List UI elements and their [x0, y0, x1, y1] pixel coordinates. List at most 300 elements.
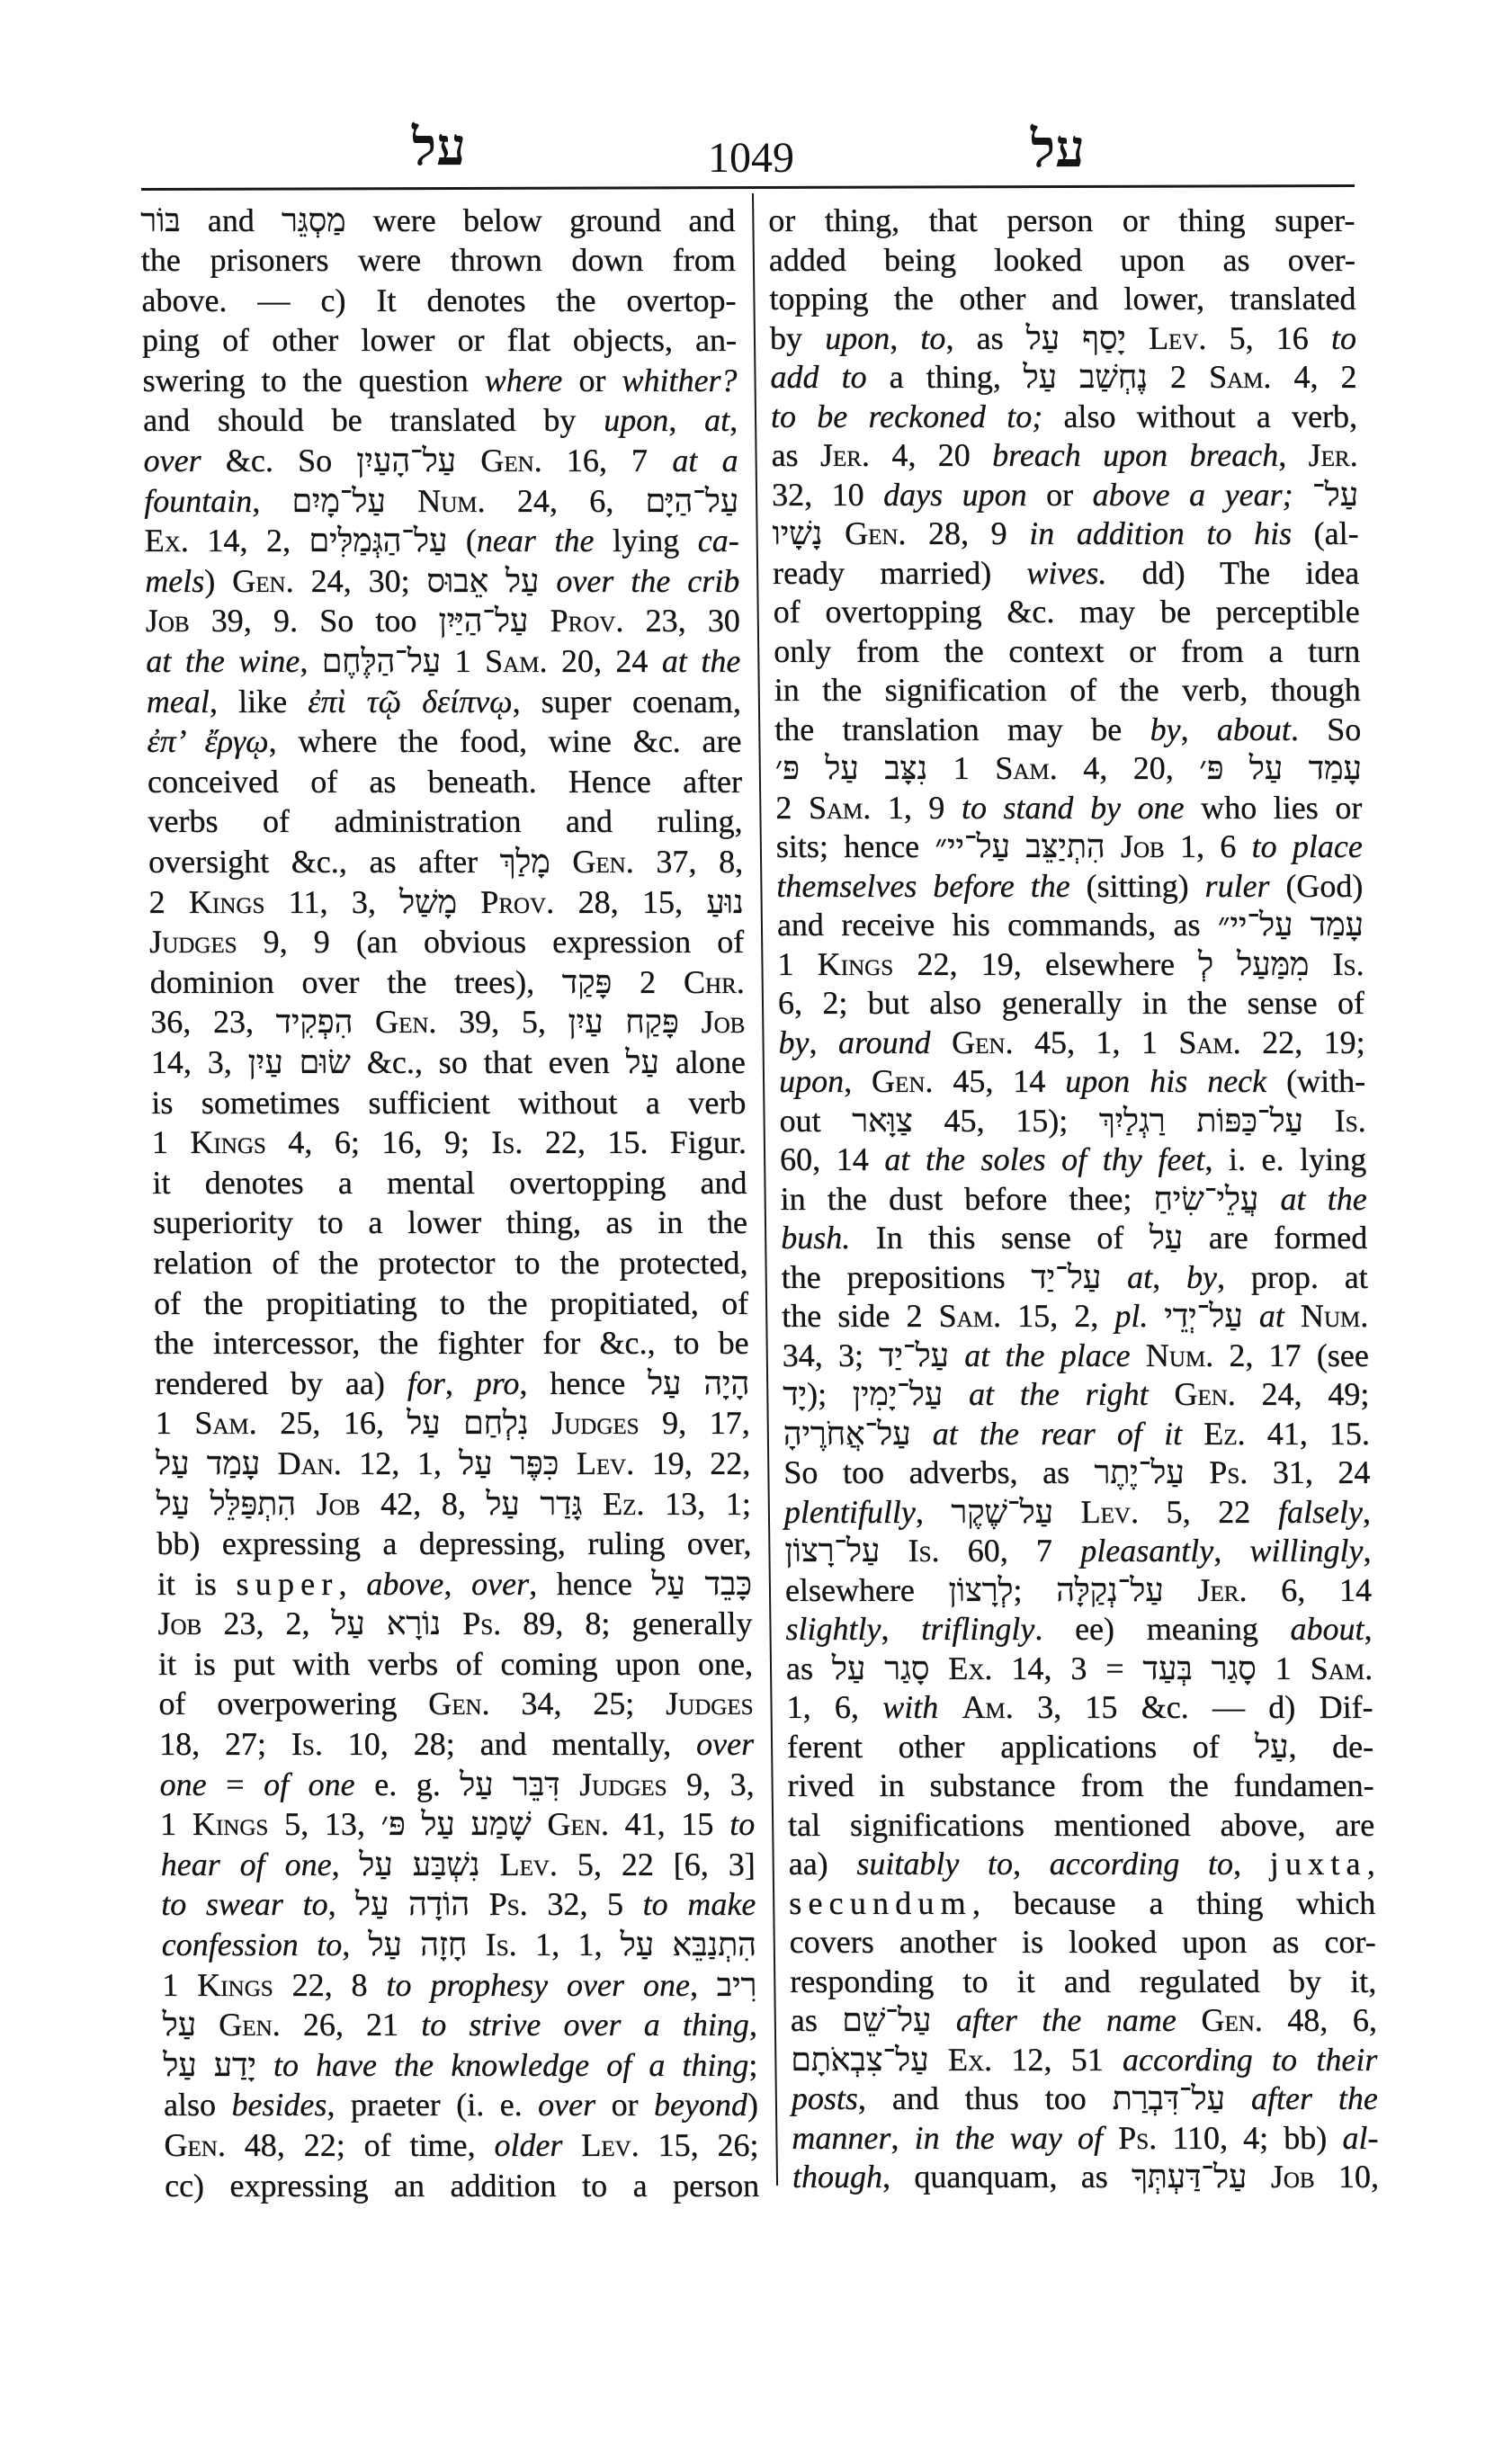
text-run: [441, 1605, 463, 1641]
text-run: ,: [251, 482, 292, 519]
text-run: . So: [1290, 711, 1362, 747]
text-run: added being looked upon as over-: [768, 241, 1356, 278]
hebrew-term: גָּדַר עַל: [486, 1485, 583, 1522]
italic-gloss: though: [792, 2159, 883, 2195]
text-run: ,: [1151, 1258, 1187, 1295]
text-line: [162, 1925, 757, 1965]
greek-phrase: ἐπὶ τῷ δείπνῳ: [308, 683, 513, 720]
italic-gloss: willingly: [1249, 1533, 1364, 1569]
italic-gloss: one: [159, 1766, 207, 1802]
text-run: are formed: [1182, 1220, 1368, 1256]
italic-gloss: pleasantly: [1079, 1533, 1214, 1569]
italic-gloss: where: [484, 362, 563, 398]
text-line: [787, 1728, 1374, 1767]
book-abbreviation: Lev.: [576, 1444, 635, 1481]
text-run: [528, 603, 550, 639]
italic-gloss: to stand by one: [961, 789, 1185, 826]
italic-gloss: upon: [824, 319, 890, 356]
text-run: [1163, 1572, 1197, 1608]
book-abbreviation: Job: [145, 603, 190, 639]
text-run: covers another is looked upon as cor-: [789, 1924, 1376, 1960]
hebrew-term: עַל־: [1311, 476, 1359, 513]
book-abbreviation: Chr.: [683, 963, 745, 1000]
text-line: [771, 398, 1358, 437]
hebrew-term: שׂוּם עַיִן: [247, 1043, 352, 1080]
text-run: In this sense of: [849, 1220, 1150, 1256]
text-line: [776, 827, 1364, 867]
text-run: only from the context or from a turn: [773, 632, 1361, 669]
italic-gloss: older: [494, 2127, 563, 2163]
text-run: [457, 884, 481, 920]
book-abbreviation: Sam.: [1178, 1024, 1241, 1060]
text-run: 110, 4; bb): [1156, 2119, 1343, 2156]
text-run: ,: [667, 402, 705, 439]
text-run: 19, 22,: [633, 1444, 751, 1481]
text-line: [774, 711, 1362, 750]
book-abbreviation: Num.: [1300, 1298, 1369, 1334]
text-run: [880, 1533, 908, 1569]
italic-gloss: add to: [770, 359, 867, 395]
italic-gloss: at: [703, 402, 730, 439]
right-column: [768, 193, 1379, 2197]
italic-gloss: manner: [792, 2119, 891, 2156]
text-run: ,: [327, 1886, 356, 1923]
text-run: [539, 563, 556, 599]
text-line: [792, 2119, 1379, 2159]
running-head-guide-word-right: על: [1031, 120, 1085, 178]
text-run: (: [447, 523, 478, 559]
italic-gloss: at the place: [963, 1337, 1131, 1373]
text-line: [141, 240, 737, 281]
text-run: , quanquam, as: [881, 2159, 1132, 2195]
book-abbreviation: Judges: [550, 1405, 640, 1442]
book-abbreviation: Gen.: [219, 2007, 281, 2043]
text-line: [151, 1042, 747, 1083]
text-run: 2: [775, 789, 810, 826]
text-run: [456, 443, 481, 478]
text-line: [791, 2001, 1378, 2041]
italic-gloss: above: [366, 1565, 444, 1602]
text-run: alone: [658, 1043, 747, 1080]
text-run: [1176, 2002, 1202, 2038]
text-line: [148, 801, 743, 842]
text-run: 5, 22: [1138, 1493, 1279, 1530]
text-run: dominion over the trees),: [149, 963, 563, 1000]
text-run: 1: [777, 945, 819, 982]
italic-gloss: about: [1290, 1611, 1364, 1647]
text-run: or: [562, 362, 622, 398]
book-abbreviation: Gen.: [951, 1024, 1014, 1060]
book-abbreviation: Gen.: [232, 562, 294, 599]
book-abbreviation: Sam.: [995, 750, 1058, 786]
hebrew-term: יָדַע עַל: [163, 2046, 257, 2083]
italic-gloss: falsely: [1277, 1493, 1364, 1530]
italic-gloss: al-: [1342, 2119, 1379, 2156]
greek-phrase: ἐπ’ ἔργῳ: [147, 723, 269, 760]
text-line: [153, 1243, 748, 1283]
book-abbreviation: Kings: [192, 1806, 269, 1843]
italic-gloss: at the: [661, 643, 741, 680]
hebrew-term: נֶחְשַׁב עַל: [1023, 359, 1149, 395]
text-line: [143, 441, 738, 481]
text-line: [772, 514, 1359, 554]
text-run: 10, 28; and mentally,: [322, 1726, 697, 1763]
book-abbreviation: Sam.: [808, 789, 872, 826]
text-run: ping of other lower or flat objects, an-: [141, 322, 738, 359]
book-abbreviation: Is.: [1332, 945, 1364, 982]
text-run: is sometimes sufficient without a verb: [151, 1084, 747, 1121]
text-line: [775, 789, 1363, 828]
book-abbreviation: Ez.: [602, 1485, 645, 1522]
italic-gloss: ca-: [697, 523, 739, 559]
italic-gloss: bush.: [780, 1220, 851, 1256]
text-line: [160, 1845, 756, 1885]
text-line: [161, 1884, 756, 1925]
hebrew-term: עָמַד עַל פּ׳: [1199, 750, 1363, 786]
text-line: [770, 358, 1357, 398]
text-run: in the signification of the verb, though: [774, 672, 1361, 708]
book-abbreviation: Ex.: [947, 2041, 993, 2078]
text-run: [929, 1650, 948, 1686]
book-abbreviation: Lev.: [581, 2127, 640, 2163]
text-run: [1303, 1103, 1335, 1139]
text-run: ,: [881, 1611, 922, 1647]
text-run: 24, 6,: [485, 482, 646, 519]
book-abbreviation: Gen.: [1201, 2002, 1263, 2038]
text-run: 23, 2,: [201, 1605, 332, 1642]
header-rule: [141, 184, 1355, 191]
text-line: [776, 867, 1364, 907]
text-run: a thing,: [866, 359, 1024, 395]
text-run: So too adverbs, as: [783, 1454, 1095, 1490]
text-run: ,: [331, 1846, 360, 1882]
text-run: or: [1026, 476, 1093, 513]
text-run: (God): [1269, 867, 1364, 904]
text-line: [144, 521, 739, 561]
italic-gloss: over the crib: [556, 562, 740, 599]
book-abbreviation: Num.: [1145, 1337, 1214, 1373]
text-run: who lies or: [1184, 789, 1363, 826]
book-abbreviation: Gen.: [374, 1004, 437, 1041]
text-run: [1293, 477, 1312, 513]
book-abbreviation: Sam.: [938, 1298, 1002, 1334]
text-run: [943, 1376, 969, 1412]
text-run: the prepositions: [781, 1258, 1032, 1295]
italic-gloss: in addition to his: [1028, 515, 1293, 551]
text-run: ready married): [772, 554, 1027, 591]
text-run: 16, 7: [541, 443, 673, 479]
text-line: [783, 1415, 1371, 1454]
book-abbreviation: Sam.: [484, 643, 548, 680]
italic-gloss: days upon: [882, 476, 1027, 513]
text-run: [470, 1886, 489, 1922]
text-line: [778, 984, 1365, 1024]
text-run: ): [747, 2087, 759, 2124]
italic-gloss: to: [1330, 319, 1357, 356]
text-run: , de-: [1288, 1728, 1374, 1765]
italic-gloss: posts: [791, 2080, 859, 2116]
text-line: [774, 671, 1361, 711]
book-abbreviation: Prov.: [480, 883, 555, 920]
hebrew-term: נָשָׁיו: [772, 515, 823, 551]
text-run: 5, 22 [6, 3]: [557, 1846, 756, 1882]
text-line: [163, 2005, 758, 2045]
hebrew-term: סָגַר בְּעַד: [1142, 1650, 1257, 1686]
hebrew-term: עַל־אֲחֹרֶיהָ: [783, 1415, 911, 1452]
text-run: 1, 6: [1164, 828, 1252, 864]
text-run: and: [180, 201, 282, 238]
text-run: superiority to a lower thing, as in the: [152, 1204, 748, 1241]
italic-gloss: in the way of: [914, 2119, 1104, 2156]
book-abbreviation: Is.: [1334, 1102, 1366, 1139]
italic-gloss: upon: [778, 1063, 845, 1099]
text-run: 9, 9 (an obvious expression of: [237, 924, 745, 961]
text-run: [1309, 946, 1333, 982]
text-line: [781, 1258, 1368, 1298]
text-line: [157, 1524, 752, 1564]
text-run: , and thus too: [857, 2080, 1113, 2116]
text-line: [789, 1884, 1376, 1924]
text-run: , i. e. lying: [1204, 1141, 1367, 1177]
book-abbreviation: Sam.: [1310, 1650, 1373, 1686]
hebrew-term: הִתְיַצֵּב עַל־יי״: [935, 828, 1105, 864]
text-run: 48, 6,: [1262, 2002, 1378, 2038]
italic-gloss: around: [837, 1024, 931, 1060]
text-run: 4, 2: [1271, 359, 1357, 395]
italic-gloss: suitably to: [856, 1846, 1014, 1882]
book-abbreviation: Gen.: [1174, 1376, 1236, 1412]
text-run: ,: [890, 2119, 915, 2156]
hebrew-term: דִּבֵּר עַל: [460, 1766, 560, 1802]
text-run: 9, 17,: [639, 1405, 750, 1442]
text-run: dd) The idea: [1106, 554, 1360, 591]
text-run: [562, 2127, 581, 2163]
text-run: [550, 844, 572, 880]
text-run: topping the other and lower, translated: [769, 281, 1356, 317]
italic-gloss: at the soles of thy feet: [884, 1141, 1205, 1177]
hebrew-term: הָיָה עַל: [647, 1364, 750, 1401]
book-abbreviation: Job: [701, 1004, 746, 1041]
book-abbreviation: Sam.: [194, 1405, 257, 1442]
hebrew-term: בּוֹר: [140, 201, 181, 238]
text-run: 26, 21: [280, 2007, 422, 2043]
text-run: [467, 1927, 486, 1963]
italic-gloss: at: [1126, 1258, 1153, 1295]
book-abbreviation: Prov.: [550, 603, 624, 639]
text-run: 36, 23,: [150, 1004, 276, 1041]
text-line: [774, 632, 1361, 672]
book-abbreviation: Job: [316, 1485, 361, 1522]
italic-gloss: meal: [146, 683, 210, 720]
hebrew-term: עַל אֵבוּס: [426, 562, 540, 599]
text-run: [931, 2002, 956, 2038]
book-abbreviation: Kings: [197, 1966, 273, 2003]
text-run: 89, 8; generally: [500, 1605, 753, 1642]
text-line: [151, 1083, 747, 1123]
hebrew-term: עַל־צִבְאֹתָם: [791, 2041, 929, 2078]
text-run: 32, 10: [771, 476, 884, 513]
italic-gloss: by: [778, 1024, 810, 1060]
text-line: [159, 1765, 755, 1805]
text-run: [1182, 1416, 1204, 1452]
text-run: 39, 9. So too: [189, 603, 439, 639]
text-line: [140, 201, 736, 241]
book-abbreviation: Gen.: [427, 1685, 490, 1722]
hebrew-term: הִתְנַבֵּא עַל: [620, 1927, 757, 1963]
text-run: &c. So: [201, 443, 357, 479]
text-line: [781, 1219, 1368, 1258]
book-abbreviation: Jer.: [1308, 437, 1358, 473]
hebrew-term: עַל־הַיַּיִן: [438, 603, 529, 639]
text-run: , like: [209, 683, 309, 720]
text-line: [157, 1484, 752, 1525]
text-run: 5, 13,: [268, 1806, 381, 1843]
italic-gloss: to: [729, 1806, 756, 1843]
text-run: the intercessor, the fighter for &c., to be: [154, 1325, 749, 1362]
text-line: [146, 641, 741, 682]
text-line: [773, 554, 1360, 594]
hebrew-term: עַל־יָמִין: [852, 1376, 944, 1412]
text-run: ,: [1277, 437, 1309, 473]
text-line: [162, 1965, 757, 2006]
hebrew-term: לְרָצוֹן: [948, 1571, 1014, 1608]
text-run: or: [595, 2087, 655, 2124]
hebrew-term: עַל־יְדֵי: [1164, 1298, 1243, 1334]
italic-gloss: by: [1150, 711, 1181, 747]
text-run: responding to it and regulated by it,: [790, 1963, 1377, 1999]
text-run: 1, 1,: [516, 1927, 622, 1963]
italic-gloss: to swear to: [160, 1886, 328, 1923]
text-run: and should be translated by: [142, 402, 604, 439]
text-run: cc) expressing an addition to a person: [164, 2167, 760, 2204]
italic-gloss: to prophesy over one: [386, 1966, 691, 2003]
italic-gloss: triflingly: [921, 1611, 1035, 1647]
text-line: [770, 319, 1357, 359]
text-run: 60, 14: [779, 1141, 885, 1177]
text-run: [386, 483, 418, 519]
text-run: [559, 1445, 577, 1481]
italic-gloss: of one: [263, 1766, 355, 1802]
text-run: &c., so that even: [350, 1043, 626, 1080]
text-run: ,: [1212, 1533, 1250, 1569]
hebrew-term: עַל־הַגְּמַלִּים: [309, 523, 448, 559]
italic-gloss: at a: [672, 443, 738, 479]
text-run: , prop. at: [1216, 1258, 1368, 1295]
text-run: [582, 1486, 603, 1522]
text-run: 34, 25;: [489, 1685, 667, 1722]
text-run: ,: [729, 402, 738, 439]
text-line: [782, 1297, 1369, 1337]
text-line: [772, 476, 1359, 515]
hebrew-term: עַל־הַלֶּחֶם: [321, 643, 442, 680]
text-run: ,: [300, 643, 323, 680]
text-run: ,: [889, 319, 921, 356]
text-run: were below ground and: [345, 201, 736, 238]
text-run: 31, 24: [1247, 1454, 1371, 1490]
hebrew-term: עַל־יַד: [879, 1337, 950, 1373]
text-run: or thing, that person or thing super-: [768, 202, 1355, 238]
text-run: , because a thing which: [971, 1884, 1376, 1921]
text-run: as: [771, 437, 821, 473]
text-line: [788, 1845, 1375, 1884]
text-run: 14, 2,: [188, 523, 309, 559]
text-run: [679, 1004, 702, 1040]
text-run: 14, 3,: [150, 1043, 248, 1080]
text-line: [144, 481, 739, 522]
text-line: [160, 1804, 756, 1845]
hebrew-term: עָמַד עַל: [156, 1444, 261, 1481]
text-run: , hence: [519, 1364, 649, 1401]
text-line: [792, 2079, 1379, 2119]
book-abbreviation: Num.: [416, 482, 486, 519]
text-run: ,: [1180, 711, 1218, 747]
text-run: relation of the protector to the protected,: [153, 1244, 748, 1281]
text-run: [1247, 2159, 1271, 2195]
text-run: and receive his commands, as: [776, 907, 1219, 943]
text-run: out: [779, 1102, 853, 1139]
text-run: 10,: [1314, 2159, 1380, 2195]
text-run: 1: [162, 1966, 198, 2003]
text-line: [141, 281, 737, 321]
text-run: ,: [843, 1063, 872, 1099]
book-abbreviation: Jer.: [1197, 1571, 1248, 1608]
text-run: [1242, 1298, 1259, 1334]
text-line: [149, 962, 745, 1003]
text-run: aa): [788, 1846, 857, 1882]
italic-gloss: pro: [475, 1364, 520, 1401]
book-abbreviation: Job: [157, 1605, 202, 1642]
italic-gloss: at the: [1280, 1180, 1367, 1217]
hebrew-term: עַל־שֶׁקֶר: [951, 1493, 1054, 1530]
book-abbreviation: Am.: [962, 1689, 1014, 1725]
text-run: ): [204, 562, 233, 599]
text-run: swering to the question: [142, 362, 485, 398]
text-run: sits; hence: [775, 828, 935, 864]
text-line: [145, 561, 740, 602]
text-run: 37, 8,: [633, 844, 744, 880]
text-run: [1284, 1298, 1302, 1334]
hebrew-term: כִּפֶּר עַל: [459, 1444, 559, 1481]
text-run: ,: [1232, 1846, 1270, 1882]
text-run: oversight &c., as after: [148, 844, 501, 880]
text-line: [784, 1493, 1372, 1533]
text-run: ,: [1364, 1611, 1373, 1647]
italic-gloss: at the right: [968, 1376, 1149, 1412]
hebrew-term: צַוָּאר: [852, 1102, 913, 1139]
text-run: as: [785, 1650, 833, 1686]
text-run: it denotes a mental overtopping and: [152, 1164, 747, 1201]
text-run: [938, 1689, 962, 1725]
text-line: [155, 1364, 750, 1404]
text-run: 5, 16: [1206, 319, 1332, 356]
text-run: 4, 20: [869, 437, 993, 473]
italic-gloss: pl.: [1114, 1298, 1149, 1334]
book-abbreviation: Ez.: [1203, 1415, 1246, 1452]
text-run: 12, 1,: [341, 1444, 460, 1481]
hebrew-term: עַל־רָצוֹן: [784, 1533, 881, 1569]
text-run: [1148, 1376, 1174, 1412]
text-run: 32, 5: [527, 1886, 643, 1923]
book-abbreviation: Ps.: [461, 1605, 502, 1642]
text-run: bb) expressing a depressing, ruling over,: [157, 1525, 752, 1562]
text-run: 60, 7: [939, 1533, 1081, 1569]
book-abbreviation: Is.: [908, 1533, 940, 1569]
hebrew-term: עָמַד עַל־יי״: [1217, 907, 1364, 943]
text-run: [1053, 1494, 1081, 1530]
text-run: conceived of as beneath. Hence after: [147, 763, 743, 800]
text-line: [142, 320, 738, 361]
spaced-latin-term: super: [236, 1565, 339, 1602]
